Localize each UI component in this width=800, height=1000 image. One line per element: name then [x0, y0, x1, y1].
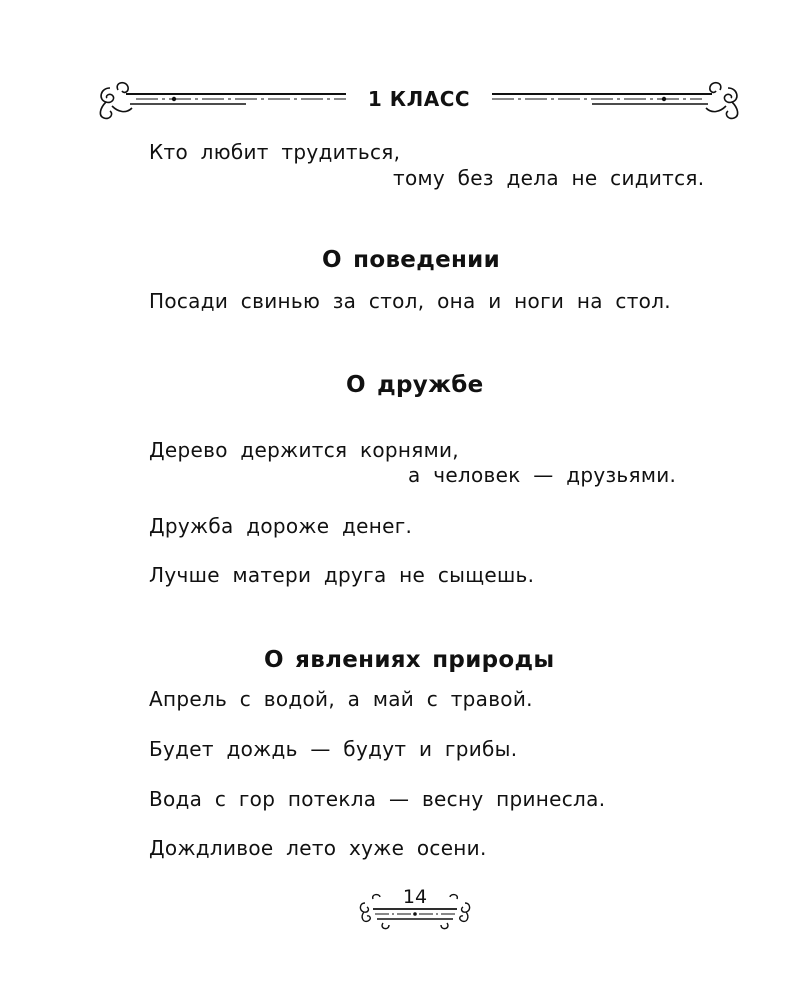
proverb-line: Дерево держится корнями, [149, 438, 459, 462]
section-heading: О явлениях природы [264, 647, 555, 673]
proverb-line: Дождливое лето хуже осени. [149, 836, 487, 860]
proverb-line: Апрель с водой, а май с травой. [149, 687, 533, 711]
page-footer [355, 885, 475, 935]
footer-ornament-icon [355, 885, 475, 935]
page-header-title: 1 КЛАСС [356, 87, 482, 111]
proverb-line: Дружба дороже денег. [149, 514, 413, 538]
proverb-line: Посади свинью за стол, она и ноги на стол. [149, 289, 671, 313]
proverb-line: Лучше матери друга не сыщешь. [149, 563, 535, 587]
section-heading: О поведении [322, 247, 501, 273]
page-number: 14 [402, 886, 428, 908]
proverb-line: Вода с гор потекла — весну принесла. [149, 787, 606, 811]
page-header [96, 78, 742, 122]
proverb-line: Кто любит трудиться, [149, 140, 401, 164]
proverb-line: тому без дела не сидится. [393, 166, 705, 190]
proverb-line: Будет дождь — будут и грибы. [149, 737, 518, 761]
section-heading: О дружбе [346, 372, 484, 398]
proverb-line: а человек — друзьями. [408, 463, 677, 487]
